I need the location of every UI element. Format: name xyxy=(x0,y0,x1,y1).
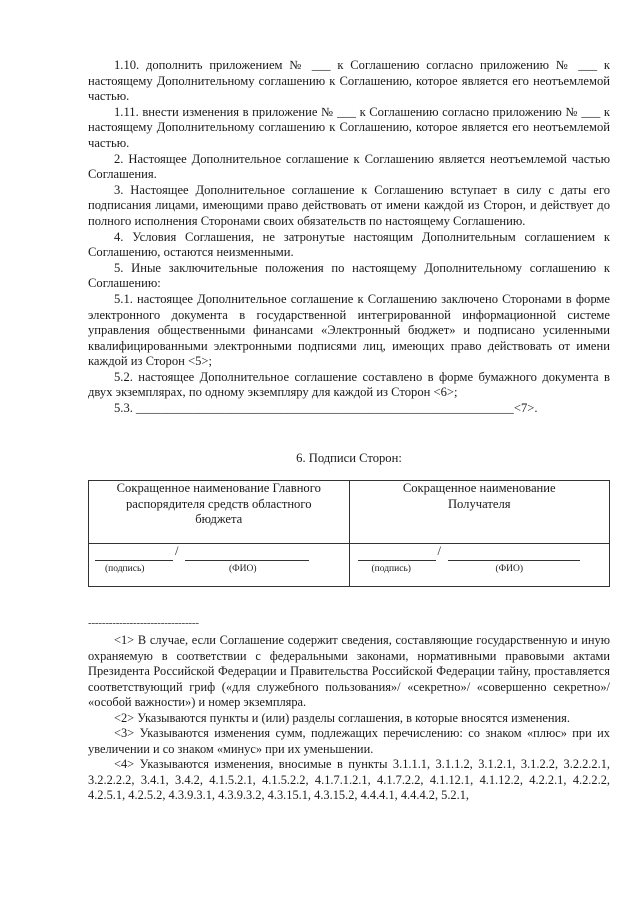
paragraph-1-10: 1.10. дополнить приложением № ___ к Соглашению согласно приложению № ___ к настоящему Дополнительному соглашению к Соглашению, которое является его неотъемлемой частью. xyxy=(88,58,610,104)
signatures-table xyxy=(88,480,610,587)
paragraph-1-11: 1.11. внести изменения в приложение № ___ к Соглашению согласно приложению № ___ к настоящему Дополнительному соглашению к Соглашению, которое является его неотъемлемой частью. xyxy=(88,104,610,150)
footnote-3: <3> Указываются изменения сумм, подлежащих перечислению: со знаком «плюс» при их увеличении и со знаком «минус» при их уменьшении. xyxy=(88,726,610,756)
right-slash: / xyxy=(437,544,441,559)
right-signature-line xyxy=(358,546,436,561)
right-sign-caption: (подпись) xyxy=(371,564,411,575)
left-party-header: Сокращенное наименование Главного распорядителя средств областного бюджета xyxy=(89,481,350,544)
left-name-line xyxy=(185,546,309,561)
paragraph-5-1: 5.1. настоящее Дополнительное соглашение к Соглашению заключено Сторонами в форме электронного документа в государственной интегрированной информационной системе управления общественными финансами «Электронный бюджет» и подписано усиленными квалифицированными электронными подписями лиц, имеющих право действовать от имени каждой из Сторон <5>; xyxy=(88,291,610,369)
paragraph-5: 5. Иные заключительные положения по настоящему Дополнительному соглашению к Соглашению: xyxy=(88,260,610,291)
paragraph-3: 3. Настоящее Дополнительное соглашение к Соглашению вступает в силу с даты его подписания лицами, имеющими право действовать от имени каждой из Сторон, и действует до полного исполнения Сторонами своих обязательств по настоящему Соглашению. xyxy=(88,182,610,228)
paragraph-2: 2. Настоящее Дополнительное соглашение к Соглашению является неотъемлемой частью Соглашения. xyxy=(88,151,610,182)
footnote-1: <1> В случае, если Соглашение содержит сведения, составляющие государственную и иную охраняемую в соответствии с федеральными законами, нормативными правовыми актами Президента Российской Федерации и Правительства Российской Федерации тайну, проставляется соответствующий гриф («для служебного пользования»/ «секретно»/ «совершенно секретно»/ «особой важности») и номер экземпляра. xyxy=(88,633,610,710)
left-signature-line xyxy=(95,546,173,561)
signatures-title: 6. Подписи Сторон: xyxy=(296,450,402,465)
document-page xyxy=(88,58,610,804)
right-name-line xyxy=(448,546,580,561)
footnote-4: <4> Указываются изменения, вносимые в пункты 3.1.1.1, 3.1.1.2, 3.1.2.1, 3.1.2.2, 3.2.2.2.1, 3.2.2.2.2, 3.4.1, 3.4.2, 4.1.5.2.1, 4.1.5.2.2, 4.1.7.1.2.1, 4.1.7.2.2, 4.1.12.1, 4.1.12.2, 4.2.2.1, 4.2.2.2, 4.2.5.1, 4.2.5.2, 4.3.9.3.1, 4.3.9.3.2, 4.3.15.1, 4.3.15.2, 4.4.4.1, 4.4.4.2, 5.2.1, xyxy=(88,757,610,803)
footnotes xyxy=(88,633,610,804)
left-name-caption: (ФИО) xyxy=(229,564,257,575)
left-signature-cell xyxy=(89,544,350,587)
left-sign-caption: (подпись) xyxy=(105,564,145,575)
right-name-caption: (ФИО) xyxy=(495,564,524,575)
paragraph-5-3: 5.3. ____________________________________________________________<7>. xyxy=(114,401,538,416)
paragraph-5-2: 5.2. настоящее Дополнительное соглашение составлено в форме бумажного документа в двух экземплярах, по одному экземпляру для каждой из Сторон <6>; xyxy=(88,369,610,400)
right-signature-cell xyxy=(349,544,610,587)
footnote-2: <2> Указываются пункты и (или) разделы соглашения, в которые вносятся изменения. xyxy=(114,710,570,725)
footnote-divider: -------------------------------- xyxy=(88,617,199,630)
paragraph-4: 4. Условия Соглашения, не затронутые настоящим Дополнительным соглашением к Соглашению, остаются неизменными. xyxy=(88,229,610,260)
right-party-header: Сокращенное наименование Получателя xyxy=(349,481,610,544)
left-slash: / xyxy=(175,544,179,559)
